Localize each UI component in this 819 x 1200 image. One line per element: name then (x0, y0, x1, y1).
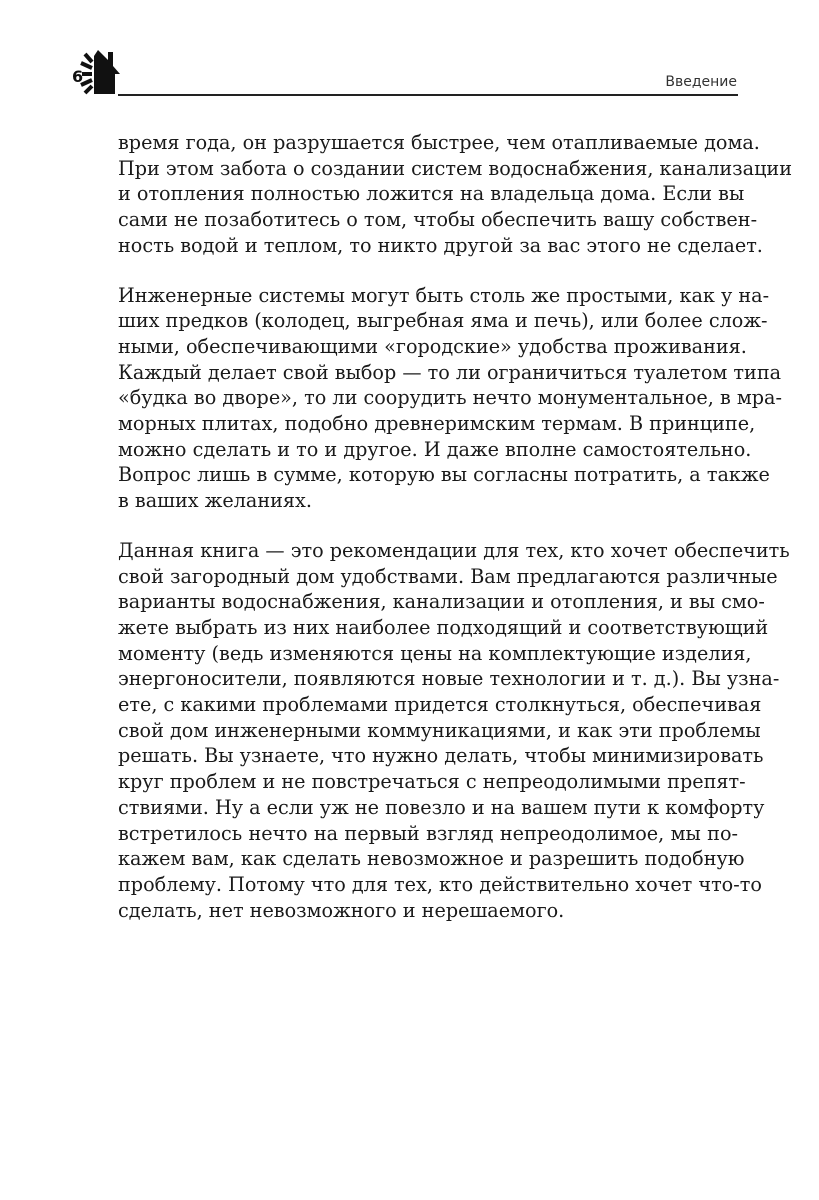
section-title: Введение (665, 74, 737, 90)
text-line: энергоносители, появляются новые технологии и т. д.). Вы узна- (118, 667, 780, 691)
text-line: «будка во дворе», то ли соорудить нечто монументальное, в мра- (118, 386, 782, 410)
text-line: проблему. Потому что для тех, кто действительно хочет что-то (118, 872, 762, 896)
text-line: варианты водоснабжения, канализации и отопления, и вы смо- (118, 590, 765, 614)
text-line: свой дом инженерными коммуникациями, и как эти проблемы (118, 718, 761, 742)
text-line: кажем вам, как сделать невозможное и разрешить подобную (118, 847, 745, 871)
house-logo-icon (70, 48, 136, 98)
text-line: сами не позаботитесь о том, чтобы обеспечить вашу собствен- (118, 208, 758, 232)
paragraph (118, 538, 790, 924)
body-text (118, 130, 792, 947)
text-line: При этом забота о создании систем водоснабжения, канализации (118, 156, 792, 180)
header-rule (118, 94, 738, 96)
text-line: и отопления полностью ложится на владельца дома. Если вы (118, 182, 745, 206)
text-line: Данная книга — это рекомендации для тех, кто хочет обеспечить (118, 538, 790, 562)
text-line: встретилось нечто на первый взгляд непреодолимое, мы по- (118, 821, 738, 845)
paragraph (118, 283, 782, 514)
text-line: Инженерные системы могут быть столь же простыми, как у на- (118, 283, 770, 307)
text-line: решать. Вы узнаете, что нужно делать, чтобы минимизировать (118, 744, 764, 768)
text-line: сделать, нет невозможного и нерешаемого. (118, 898, 565, 922)
text-line: Вопрос лишь в сумме, которую вы согласны потратить, а также (118, 463, 770, 487)
text-line: морных плитах, подобно древнеримским термам. В принципе, (118, 412, 756, 436)
text-line: можно сделать и то и другое. И даже вполне самостоятельно. (118, 437, 752, 461)
text-line: в ваших желаниях. (118, 489, 312, 513)
text-line: моменту (ведь изменяются цены на комплектующие изделия, (118, 641, 752, 665)
text-line: время года, он разрушается быстрее, чем отапливаемые дома. (118, 131, 760, 154)
text-line: ными, обеспечивающими «городские» удобства проживания. (118, 334, 747, 358)
text-line: ность водой и теплом, то никто другой за вас этого не сделает. (118, 233, 763, 257)
text-line: круг проблем и не повстречаться с непреодолимыми препят- (118, 770, 746, 794)
text-line: ших предков (колодец, выгребная яма и печь), или более слож- (118, 309, 768, 333)
text-line: свой загородный дом удобствами. Вам предлагаются различные (118, 564, 778, 588)
page-number: 6 (72, 67, 84, 86)
paragraph (118, 130, 792, 259)
text-line: Каждый делает свой выбор — то ли ограничиться туалетом типа (118, 360, 782, 384)
text-line: ствиями. Ну а если уж не повезло и на вашем пути к комфорту (118, 795, 765, 819)
text-line: жете выбрать из них наиболее подходящий и соответствующий (118, 615, 769, 639)
text-line: ете, с какими проблемами придется столкнуться, обеспечивая (118, 693, 762, 717)
